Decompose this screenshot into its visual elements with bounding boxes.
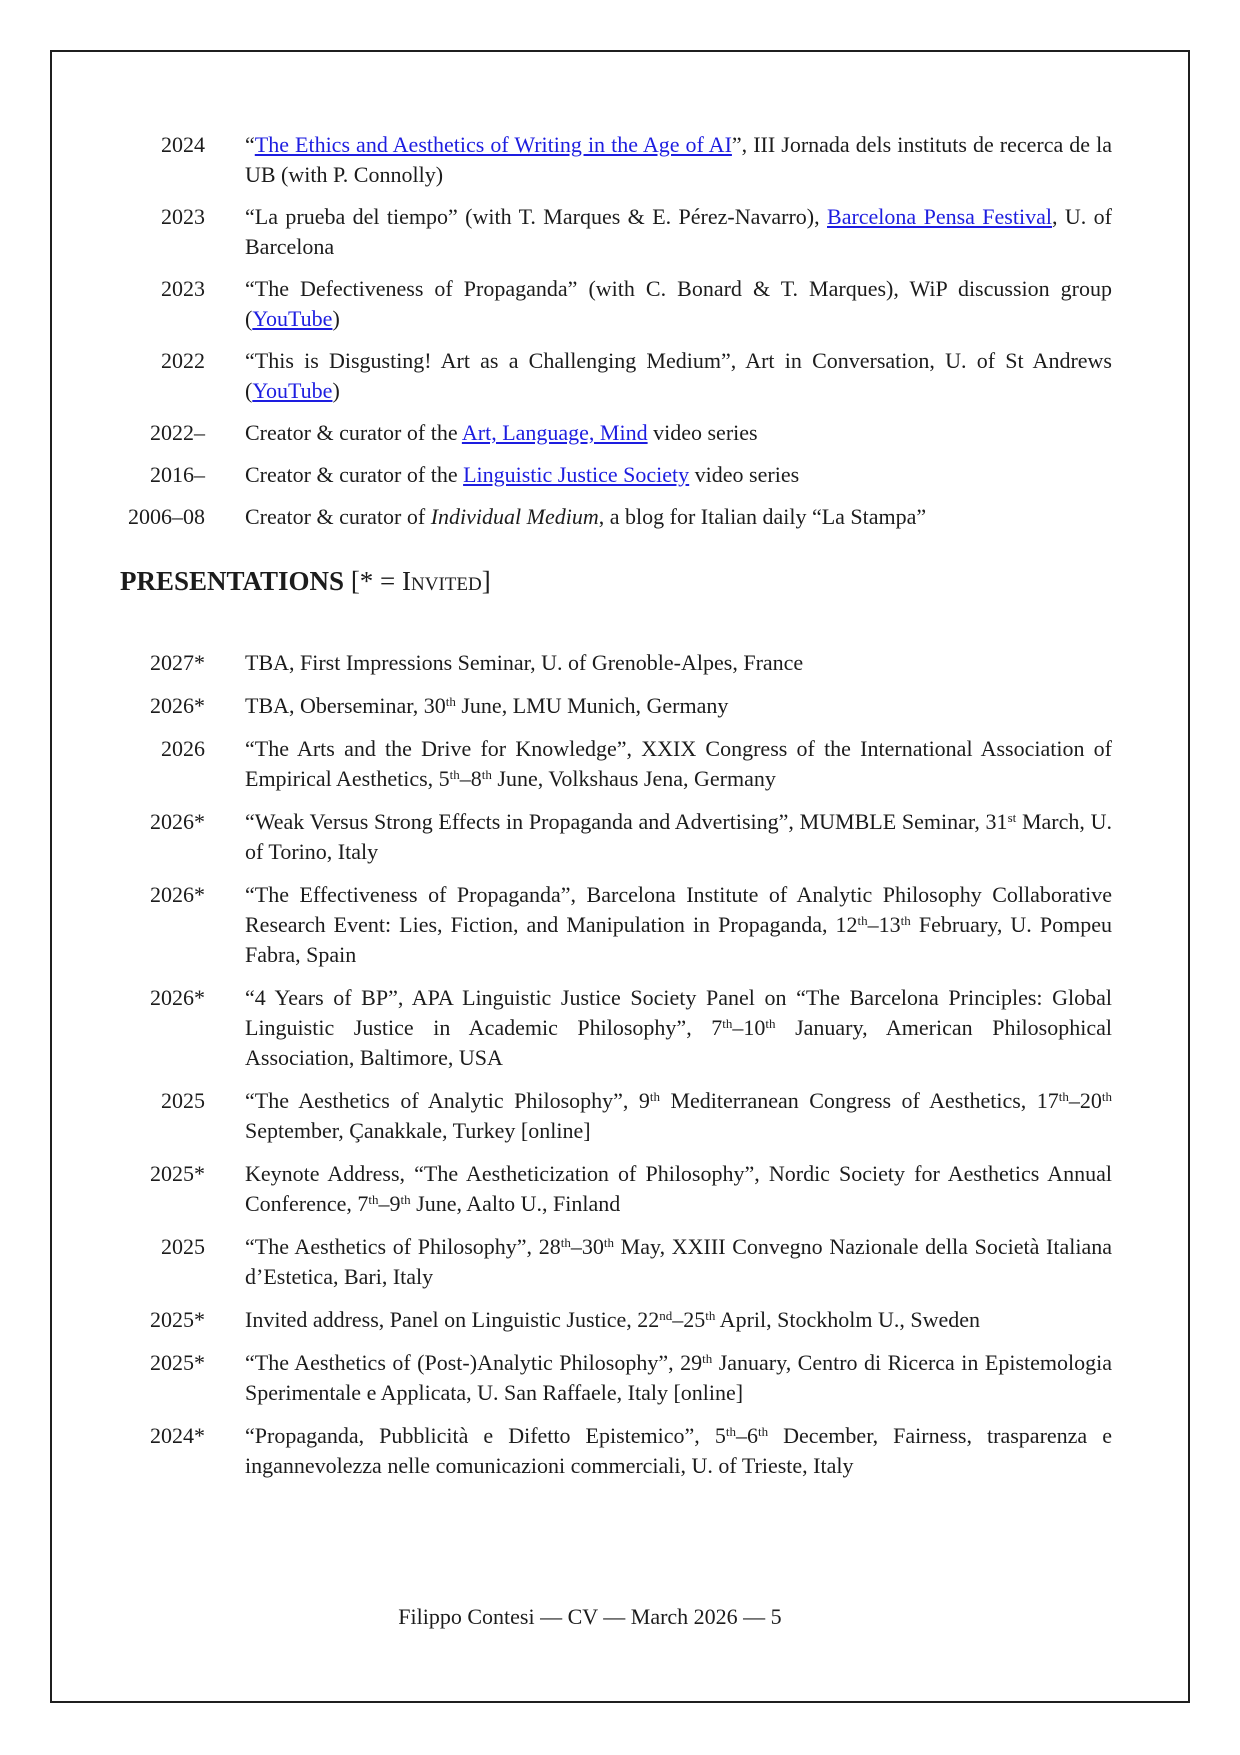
- cv-entry: [120, 130, 1112, 190]
- cv-entry: [120, 1159, 1112, 1219]
- cv-entry: [120, 691, 1112, 721]
- entry-year: 2016–: [150, 462, 205, 487]
- text-run: –6: [735, 1423, 758, 1448]
- entry-text: [245, 1421, 1112, 1481]
- heading-bracket-open: [* =: [344, 566, 403, 596]
- presentations-heading-title: PRESENTATIONS: [120, 566, 345, 596]
- text-run: video series: [647, 420, 758, 445]
- entry-year: 2023: [161, 276, 205, 301]
- text-run: Individual Medium: [430, 504, 599, 529]
- cv-entry: [120, 502, 1112, 532]
- entry-year: 2025*: [150, 1161, 205, 1186]
- entry-text: [245, 691, 1112, 721]
- hyperlink[interactable]: YouTube: [252, 306, 333, 331]
- text-run: th: [560, 1235, 571, 1250]
- hyperlink[interactable]: YouTube: [252, 378, 333, 403]
- text-run: “The Aesthetics of (Post-)Analytic Philosophy”, 29: [245, 1350, 703, 1375]
- entry-text: [245, 502, 1112, 532]
- page-footer: Filippo Contesi — CV — March 2026 — 5: [398, 1604, 782, 1629]
- text-run: January, Centro di Ricerca in Epistemologia Sperimentale e Applicata, U. San Raffaele, Italy [online]: [245, 1350, 1112, 1405]
- entry-text: [245, 648, 1112, 678]
- text-run: –9: [378, 1191, 401, 1216]
- text-run: Creator & curator of the: [245, 420, 462, 445]
- entry-text: [245, 130, 1112, 190]
- entry-text: [245, 807, 1112, 867]
- text-run: th: [702, 1351, 713, 1366]
- cv-entry: [120, 274, 1112, 334]
- text-run: –8: [459, 766, 482, 791]
- text-run: “The Aesthetics of Philosophy”, 28: [245, 1234, 561, 1259]
- text-run: TBA, First Impressions Seminar, U. of Grenoble-Alpes, France: [245, 650, 804, 675]
- cv-entry: [120, 734, 1112, 794]
- text-run: June, Volkshaus Jena, Germany: [491, 766, 776, 791]
- text-run: th: [722, 1016, 733, 1031]
- text-run: th: [400, 1192, 411, 1207]
- text-run: th: [603, 1235, 614, 1250]
- text-run: June, Aalto U., Finland: [410, 1191, 621, 1216]
- cv-entry: [120, 1305, 1112, 1335]
- text-run: January, American Philosophical Association, Baltimore, USA: [245, 1015, 1112, 1070]
- heading-invited-label: Invited: [402, 566, 482, 596]
- text-run: “This is Disgusting! Art as a Challenging Medium”, Art in Conversation, U. of St Andrews (: [245, 348, 1112, 403]
- entry-year: 2025*: [150, 1307, 205, 1332]
- heading-bracket-close: ]: [481, 566, 491, 596]
- text-run: –10: [732, 1015, 766, 1040]
- text-run: th: [725, 1424, 736, 1439]
- cv-entry: [120, 460, 1112, 490]
- cv-entry: [120, 648, 1112, 678]
- cv-entry: [120, 807, 1112, 867]
- cv-entry: [120, 983, 1112, 1073]
- entry-year: 2026*: [150, 882, 205, 907]
- text-run: th: [900, 913, 911, 928]
- text-run: “The Aesthetics of Analytic Philosophy”, 9: [245, 1088, 650, 1113]
- entry-year: 2022: [161, 348, 205, 373]
- entry-year: 2026*: [150, 693, 205, 718]
- text-run: Mediterranean Congress of Aesthetics, 17: [660, 1088, 1059, 1113]
- entry-text: [245, 418, 1112, 448]
- entry-text: [245, 734, 1112, 794]
- text-run: , U. of Barcelona: [245, 204, 1112, 259]
- hyperlink[interactable]: Linguistic Justice Society: [463, 462, 690, 487]
- text-run: Creator & curator of the: [245, 462, 464, 487]
- cv-entry: [120, 418, 1112, 448]
- entry-text: [245, 1232, 1112, 1292]
- entry-year: 2023: [161, 204, 205, 229]
- entry-year: 2025: [161, 1234, 205, 1259]
- text-run: th: [1058, 1089, 1069, 1104]
- text-run: “La prueba del tiempo” (with T. Marques & E. Pérez-Navarro),: [245, 204, 828, 229]
- cv-entry: [120, 1086, 1112, 1146]
- text-run: May, XXIII Convegno Nazionale della Società Italiana d’Estetica, Bari, Italy: [245, 1234, 1112, 1289]
- entry-year: 2025: [161, 1088, 205, 1113]
- text-run: nd: [659, 1308, 673, 1323]
- entry-year: 2022–: [150, 420, 205, 445]
- hyperlink[interactable]: The Ethics and Aesthetics of Writing in the Age of AI: [254, 132, 732, 157]
- entry-text: [245, 1159, 1112, 1219]
- entry-text: [245, 1086, 1112, 1146]
- entry-year: 2026: [161, 736, 205, 761]
- cv-entry: [120, 1232, 1112, 1292]
- entry-text: [245, 202, 1112, 262]
- entry-year: 2026*: [150, 809, 205, 834]
- text-run: th: [757, 1424, 769, 1439]
- entry-text: [245, 1348, 1112, 1408]
- text-run: April, Stockholm U., Sweden: [715, 1307, 980, 1332]
- text-run: December, Fairness, trasparenza e ingannevolezza nelle comunicazioni commerciali, U. of Trieste, Italy: [245, 1423, 1112, 1478]
- text-run: Creator & curator of: [245, 504, 431, 529]
- entry-year: 2027*: [150, 650, 205, 675]
- entry-text: [245, 1305, 1112, 1335]
- text-run: September, Çanakkale, Turkey [online]: [245, 1118, 591, 1143]
- presentations-heading: [120, 564, 1112, 598]
- cv-entry: [120, 1348, 1112, 1408]
- hyperlink[interactable]: Art, Language, Mind: [461, 420, 648, 445]
- entry-year: 2026*: [150, 985, 205, 1010]
- text-run: th: [705, 1308, 716, 1323]
- text-run: ): [332, 306, 340, 331]
- text-run: th: [857, 913, 868, 928]
- text-run: –30: [570, 1234, 604, 1259]
- text-run: February, U. Pompeu Fabra, Spain: [245, 912, 1112, 967]
- text-run: ): [332, 378, 340, 403]
- text-run: th: [649, 1089, 661, 1104]
- text-run: “The Defectiveness of Propaganda” (with C. Bonard & T. Marques), WiP discussion group (: [245, 276, 1112, 331]
- text-run: June, LMU Munich, Germany: [455, 693, 729, 718]
- entry-text: [245, 274, 1112, 334]
- text-run: –20: [1068, 1088, 1102, 1113]
- entry-text: [245, 460, 1112, 490]
- cv-entry: [120, 346, 1112, 406]
- entry-text: [245, 346, 1112, 406]
- entry-text: [245, 880, 1112, 970]
- text-run: th: [445, 694, 456, 709]
- text-run: th: [765, 1016, 776, 1031]
- entry-year: 2024*: [150, 1423, 205, 1448]
- entry-year: 2024: [161, 132, 205, 157]
- cv-entry: [120, 880, 1112, 970]
- text-run: , a blog for Italian daily “La Stampa”: [598, 504, 927, 529]
- cv-page-content: [120, 130, 1112, 1494]
- entry-text: [245, 983, 1112, 1073]
- text-run: th: [368, 1192, 379, 1207]
- presentations-entries-list: [120, 648, 1112, 1481]
- text-run: th: [1101, 1089, 1112, 1104]
- text-run: st: [1007, 810, 1017, 825]
- text-run: ”, III Jornada dels instituts de recerca de la UB (with P. Connolly): [245, 132, 1112, 187]
- text-run: Invited address, Panel on Linguistic Justice, 22: [245, 1307, 660, 1332]
- entry-year: 2025*: [150, 1350, 205, 1375]
- text-run: “: [245, 132, 255, 157]
- text-run: “The Arts and the Drive for Knowledge”, XXIX Congress of the International Association of Empirical Aesthetics, 5: [245, 736, 1112, 791]
- hyperlink[interactable]: Barcelona Pensa Festival: [827, 204, 1052, 229]
- text-run: TBA, Oberseminar, 30: [245, 693, 446, 718]
- cv-entry: [120, 202, 1112, 262]
- text-run: th: [449, 767, 460, 782]
- text-run: March, U. of Torino, Italy: [245, 809, 1112, 864]
- text-run: “Propaganda, Pubblicità e Difetto Epistemico”, 5: [245, 1423, 726, 1448]
- media-outreach-entries-list: [120, 130, 1112, 532]
- text-run: “The Effectiveness of Propaganda”, Barcelona Institute of Analytic Philosophy Collaborative Research Event: Lies, Fiction, and Manipulation in Propaganda, 12: [245, 882, 1112, 937]
- text-run: –25: [672, 1307, 706, 1332]
- text-run: “4 Years of BP”, APA Linguistic Justice Society Panel on “The Barcelona Principles: Global Linguistic Justice in Academic Philosophy”, 7: [245, 985, 1112, 1040]
- text-run: Keynote Address, “The Aestheticization of Philosophy”, Nordic Society for Aesthetics Annual Conference, 7: [245, 1161, 1112, 1216]
- entry-year: 2006–08: [128, 504, 205, 529]
- text-run: “Weak Versus Strong Effects in Propaganda and Advertising”, MUMBLE Seminar, 31: [245, 809, 1008, 834]
- text-run: th: [481, 767, 492, 782]
- text-run: video series: [689, 462, 800, 487]
- text-run: –13: [867, 912, 901, 937]
- presentations-heading-note: [344, 566, 491, 596]
- cv-entry: [120, 1421, 1112, 1481]
